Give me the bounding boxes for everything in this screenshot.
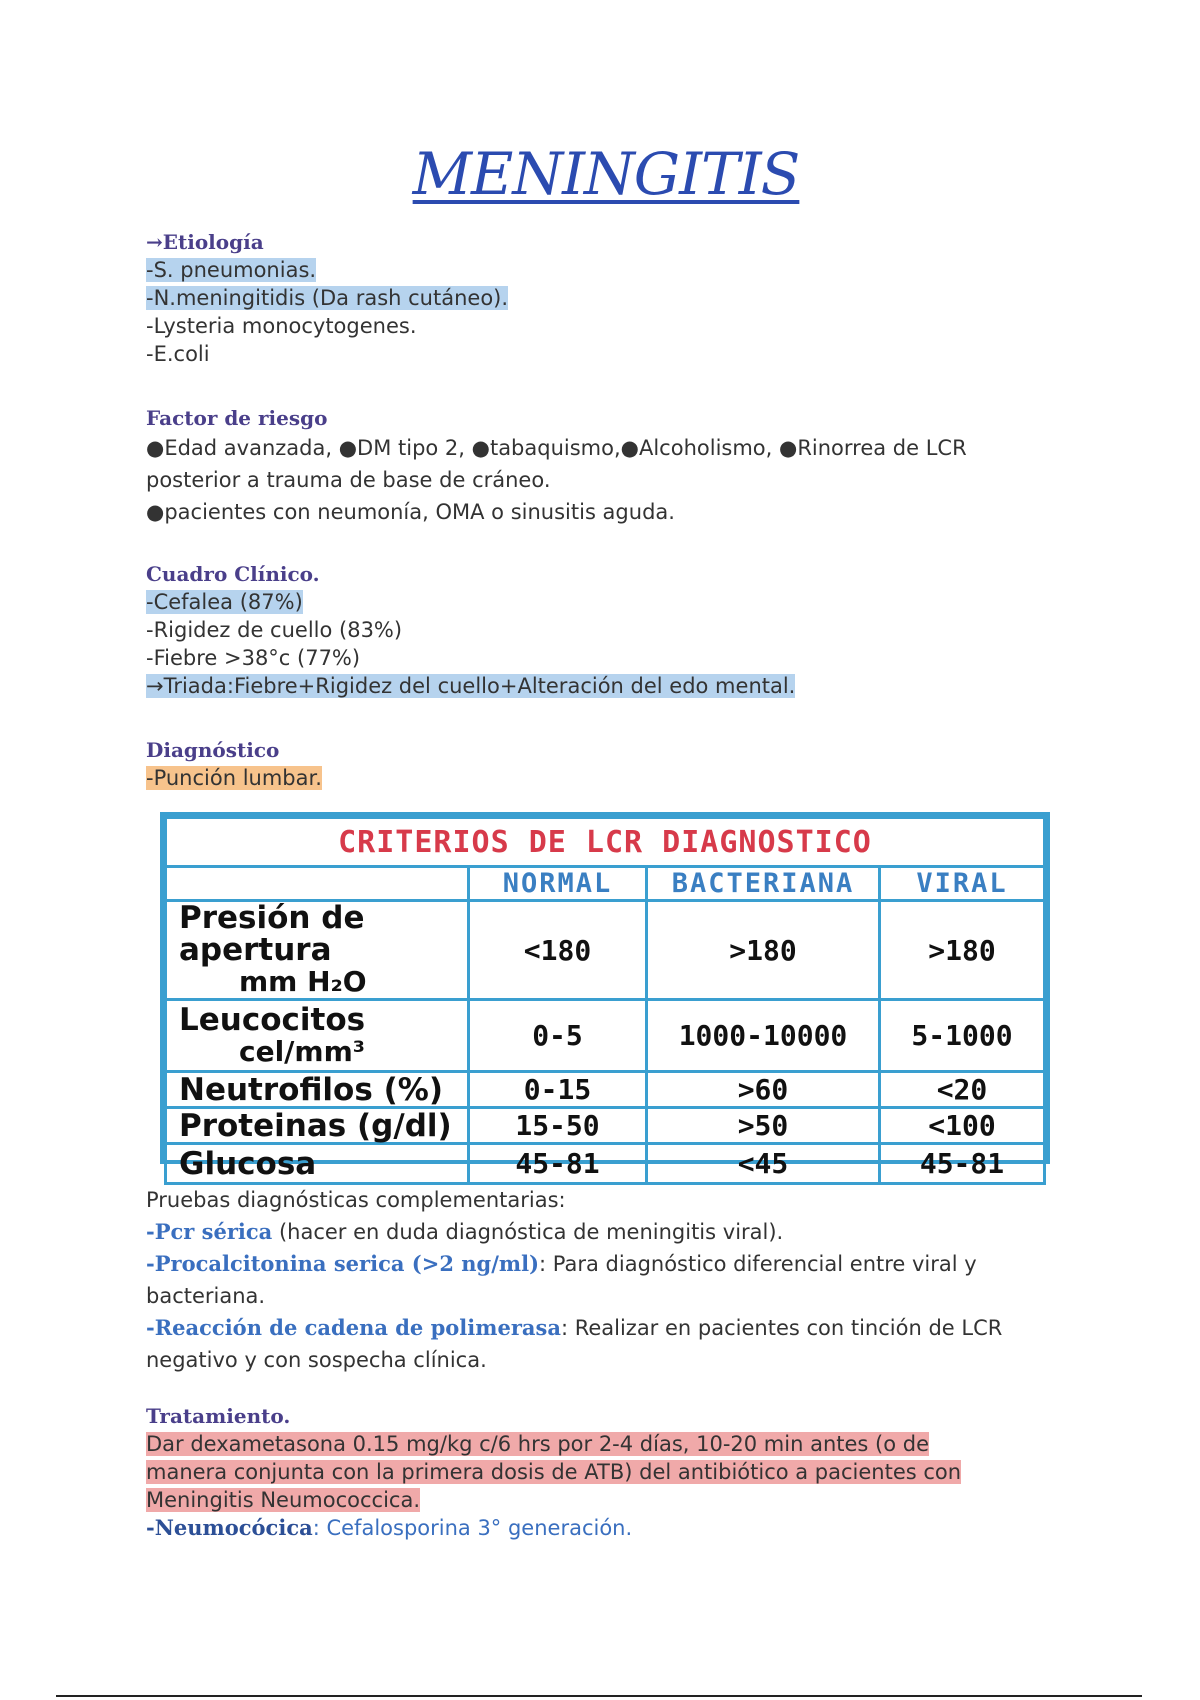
- table-cell: 0-15: [469, 1072, 647, 1108]
- table-cell: <45: [647, 1144, 880, 1184]
- risk-factors-line: ●Edad avanzada, ●DM tipo 2, ●tabaquismo,●Alcoholismo, ●Rinorrea de LCR: [146, 436, 967, 460]
- treatment-line: manera conjunta con la primera dosis de ATB) del antibiótico a pacientes con: [146, 1460, 962, 1484]
- neumococica-line: -Neumocócica: Cefalosporina 3° generación.: [146, 1515, 633, 1540]
- pruebas-section: [146, 1184, 1066, 1376]
- table-cell: >60: [647, 1072, 880, 1108]
- reaccion-line-2: negativo y con sospecha clínica.: [146, 1348, 487, 1372]
- row-label: Proteinas (g/dl): [166, 1108, 469, 1144]
- etiologia-section: [146, 228, 1066, 368]
- treatment-line: Meningitis Neumococcica.: [146, 1488, 420, 1512]
- list-item: -Punción lumbar.: [146, 766, 322, 790]
- table-cell: 5-1000: [880, 1000, 1045, 1072]
- cuadro-clinico-heading: Cuadro Clínico.: [146, 562, 320, 586]
- list-item: -S. pneumonias.: [146, 258, 317, 282]
- risk-factors-line: posterior a trauma de base de cráneo.: [146, 468, 551, 492]
- table-row: [166, 1144, 1045, 1184]
- table-header: NORMAL: [469, 867, 647, 901]
- reaccion-line: -Reacción de cadena de polimerasa: Realizar en pacientes con tinción de LCR: [146, 1315, 1003, 1340]
- row-label: Glucosa: [166, 1144, 469, 1184]
- table-cell: 45-81: [880, 1144, 1045, 1184]
- table-cell: 45-81: [469, 1144, 647, 1184]
- list-item: -N.meningitidis (Da rash cutáneo).: [146, 286, 509, 310]
- lcr-criteria-table: [160, 812, 1050, 1182]
- tratamiento-heading: Tratamiento.: [146, 1404, 291, 1428]
- page-title: MENINGITIS: [412, 140, 800, 208]
- table-cell: <100: [880, 1108, 1045, 1144]
- table-cell: <20: [880, 1072, 1045, 1108]
- list-item: -Cefalea (87%): [146, 590, 303, 614]
- table-header: VIRAL: [880, 867, 1045, 901]
- list-item: -Rigidez de cuello (83%): [146, 618, 403, 642]
- footer-divider: [56, 1695, 1142, 1697]
- row-label: Presión de apertura mm H₂O: [166, 901, 469, 1000]
- pcr-line: -Pcr sérica (hacer en duda diagnóstica de meningitis viral).: [146, 1219, 784, 1244]
- list-item: -E.coli: [146, 342, 210, 366]
- risk-factors-line: ●pacientes con neumonía, OMA o sinusitis aguda.: [146, 500, 675, 524]
- table-cell: >180: [647, 901, 880, 1000]
- cuadro-clinico-section: [146, 560, 1066, 700]
- list-item: -Fiebre >38°c (77%): [146, 646, 361, 670]
- treatment-line: Dar dexametasona 0.15 mg/kg c/6 hrs por 2-4 días, 10-20 min antes (o de: [146, 1432, 929, 1456]
- diagnostico-section: [146, 736, 1066, 792]
- table-cell: <180: [469, 901, 647, 1000]
- table-cell: 0-5: [469, 1000, 647, 1072]
- list-item: →Triada:Fiebre+Rigidez del cuello+Alteración del edo mental.: [146, 674, 796, 698]
- pruebas-intro: Pruebas diagnósticas complementarias:: [146, 1188, 566, 1212]
- factor-riesgo-section: [146, 404, 1066, 528]
- tratamiento-section: [146, 1402, 1066, 1542]
- table-caption: CRITERIOS DE LCR DIAGNOSTICO: [166, 818, 1045, 867]
- factor-riesgo-heading: Factor de riesgo: [146, 406, 328, 430]
- row-label: Leucocitos cel/mm³: [166, 1000, 469, 1072]
- table-row: [166, 1108, 1045, 1144]
- table-cell: >180: [880, 901, 1045, 1000]
- procalcitonina-line-2: bacteriana.: [146, 1284, 266, 1308]
- table-row: [166, 901, 1045, 1000]
- etiologia-heading: →Etiología: [146, 230, 264, 254]
- table-cell: 1000-10000: [647, 1000, 880, 1072]
- procalcitonina-line: -Procalcitonina serica (>2 ng/ml): Para diagnóstico diferencial entre viral y: [146, 1251, 977, 1276]
- table-header: BACTERIANA: [647, 867, 880, 901]
- list-item: -Lysteria monocytogenes.: [146, 314, 417, 338]
- row-label: Neutrofilos (%): [166, 1072, 469, 1108]
- diagnostico-heading: Diagnóstico: [146, 738, 280, 762]
- table-cell: >50: [647, 1108, 880, 1144]
- table-header-empty: [166, 867, 469, 901]
- table-cell: 15-50: [469, 1108, 647, 1144]
- table-row: [166, 1000, 1045, 1072]
- table-row: [166, 1072, 1045, 1108]
